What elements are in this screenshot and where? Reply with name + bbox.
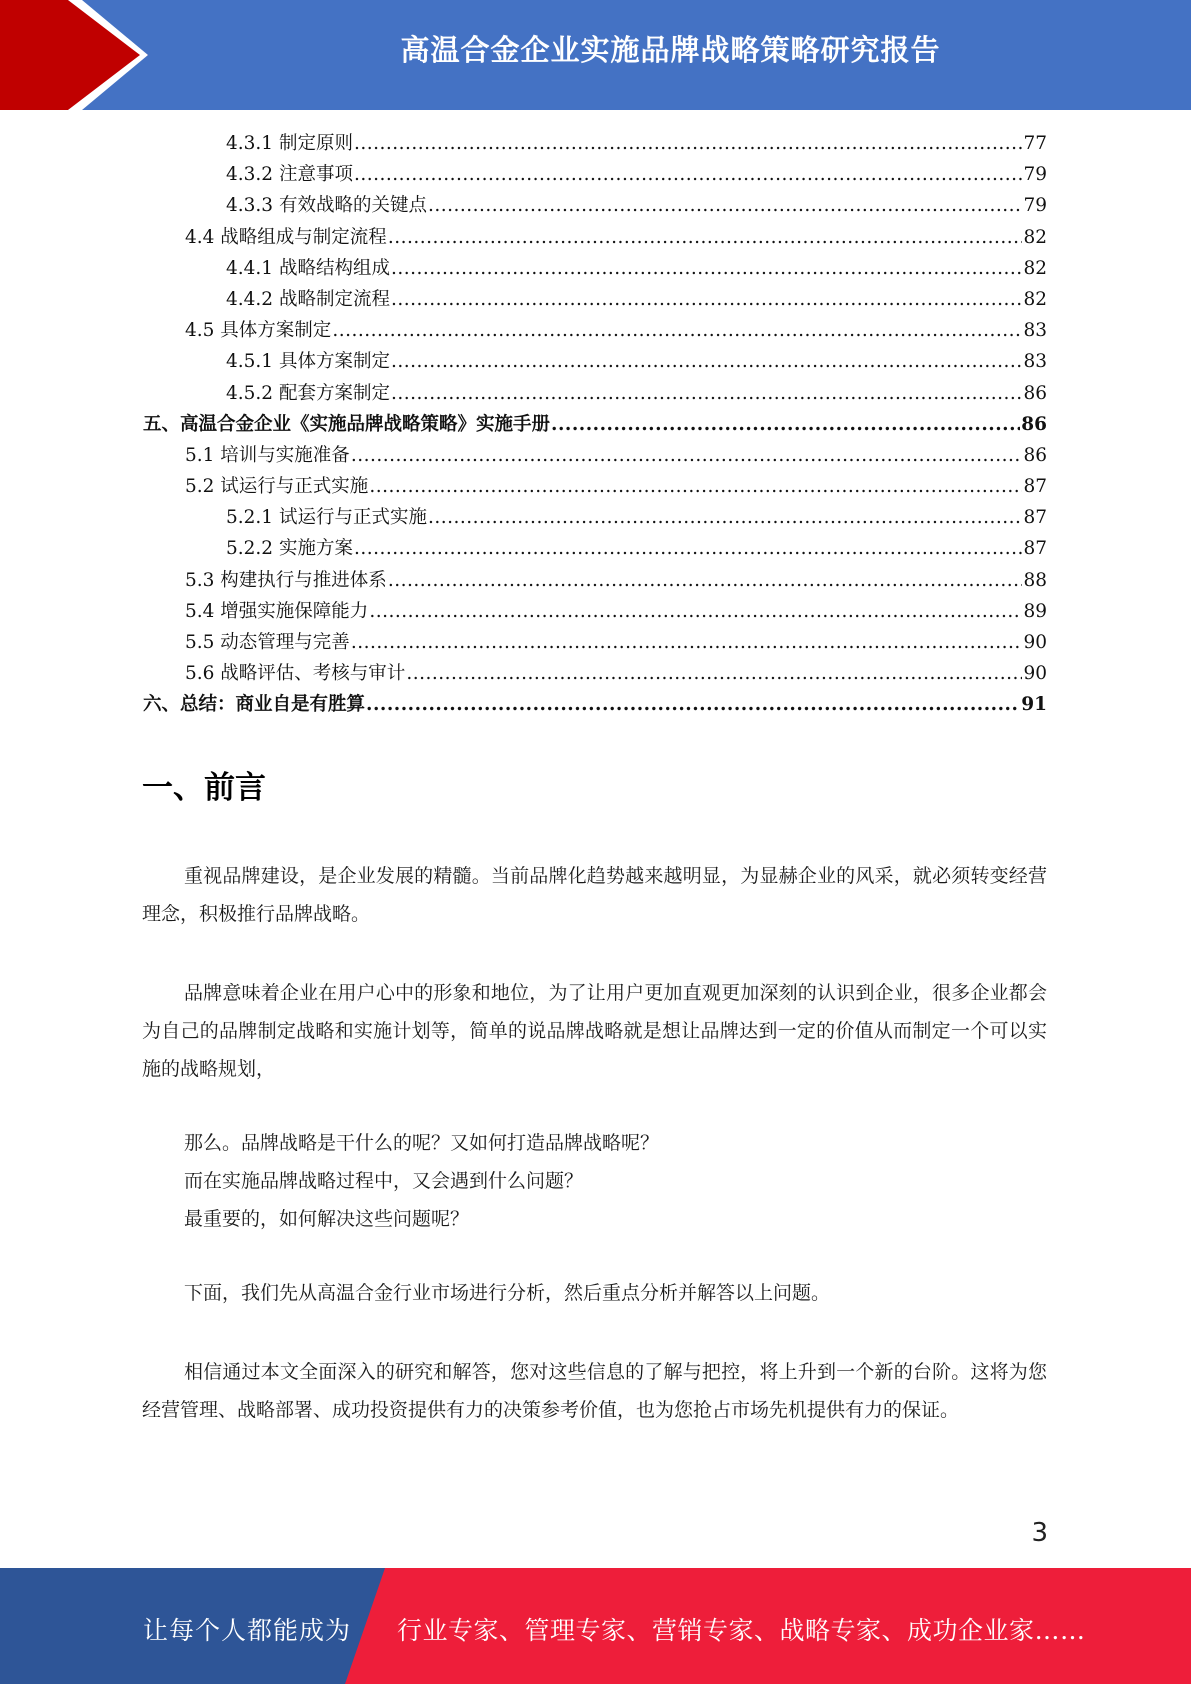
- toc-leader-dots: [354, 533, 1023, 564]
- header-chevron-decoration: [0, 0, 160, 110]
- toc-entry-label: 4.5.1 具体方案制定: [226, 351, 390, 373]
- toc-entry-label: 4.3.2 注意事项: [226, 164, 353, 186]
- toc-entry-page: 79: [1023, 164, 1047, 186]
- toc-leader-dots: [366, 689, 1020, 720]
- page-footer: [0, 1568, 1191, 1684]
- toc-entry[interactable]: [143, 159, 1047, 190]
- question-list: [142, 1124, 1047, 1238]
- toc-entry-page: 91: [1021, 694, 1047, 716]
- toc-entry[interactable]: [143, 502, 1047, 533]
- toc-leader-dots: [351, 627, 1023, 658]
- footer-slogan-left: 让每个人都能成为: [143, 1616, 352, 1645]
- toc-leader-dots: [388, 565, 1023, 596]
- toc-leader-dots: [369, 596, 1022, 627]
- toc-leader-dots: [388, 222, 1023, 253]
- toc-entry-page: 90: [1023, 663, 1047, 685]
- toc-entry-page: 77: [1023, 133, 1047, 154]
- toc-leader-dots: [354, 159, 1023, 190]
- toc-leader-dots: [391, 253, 1022, 284]
- toc-entry[interactable]: [143, 346, 1047, 377]
- toc-entry-page: 90: [1023, 632, 1047, 653]
- toc-entry-page: 82: [1023, 257, 1047, 279]
- toc-entry-page: 86: [1023, 382, 1047, 404]
- toc-entry[interactable]: [143, 128, 1047, 159]
- section-heading: 一、前言: [142, 770, 266, 806]
- toc-entry-label: 5.2 试运行与正式实施: [185, 476, 369, 498]
- toc-entry-page: 87: [1023, 476, 1047, 498]
- toc-entry-label: 五、高温合金企业《实施品牌战略策略》实施手册: [143, 413, 551, 435]
- toc-entry-label: 4.4.2 战略制定流程: [226, 288, 390, 310]
- toc-entry-page: 82: [1023, 226, 1047, 248]
- footer-slogan-right: 行业专家、管理专家、营销专家、战略专家、成功企业家……: [397, 1616, 1086, 1645]
- toc-entry-label: 5.3 构建执行与推进体系: [185, 569, 387, 591]
- toc-entry-page: 83: [1023, 320, 1047, 342]
- question-line: 那么。品牌战略是干什么的呢？又如何打造品牌战略呢？: [184, 1132, 660, 1154]
- toc-leader-dots: [354, 128, 1023, 159]
- page-header: [0, 0, 1191, 110]
- toc-entry-label: 4.4 战略组成与制定流程: [185, 226, 387, 248]
- toc-entry-page: 79: [1023, 195, 1047, 217]
- toc-entry[interactable]: [143, 253, 1047, 284]
- toc-entry[interactable]: [143, 658, 1047, 689]
- page-number: 3: [1031, 1518, 1048, 1548]
- toc-entry-label: 4.3.3 有效战略的关键点: [226, 195, 427, 217]
- toc-entry-label: 4.4.1 战略结构组成: [226, 257, 390, 279]
- toc-entry[interactable]: [143, 315, 1047, 346]
- toc-entry[interactable]: [143, 222, 1047, 253]
- toc-entry[interactable]: [143, 565, 1047, 596]
- toc-entry-page: 87: [1023, 507, 1047, 529]
- toc-entry-label: 六、总结：商业自是有胜算: [143, 694, 366, 716]
- paragraph: 重视品牌建设，是企业发展的精髓。当前品牌化趋势越来越明显，为显赫企业的风采，就必须转变经营理念，积极推行品牌战略。: [142, 865, 1047, 925]
- toc-entry-label: 5.2.1 试运行与正式实施: [226, 507, 427, 529]
- report-title: 高温合金企业实施品牌战略策略研究报告: [400, 33, 941, 67]
- toc-entry-page: 83: [1023, 351, 1047, 373]
- toc-entry-label: 5.6 战略评估、考核与审计: [185, 663, 406, 685]
- toc-entry-page: 89: [1023, 600, 1047, 622]
- toc-entry-page: 86: [1023, 444, 1047, 466]
- toc-leader-dots: [391, 284, 1022, 315]
- toc-entry[interactable]: [143, 284, 1047, 315]
- toc-entry-label: 5.2.2 实施方案: [226, 538, 353, 560]
- toc-leader-dots: [391, 346, 1022, 377]
- toc-leader-dots: [391, 378, 1022, 409]
- question-line: 最重要的，如何解决这些问题呢？: [184, 1208, 470, 1230]
- toc-entry[interactable]: [143, 440, 1047, 471]
- toc-entry-label: 5.1 培训与实施准备: [185, 444, 350, 466]
- toc-entry[interactable]: [143, 596, 1047, 627]
- paragraph: 下面，我们先从高温合金行业市场进行分析，然后重点分析并解答以上问题。: [184, 1282, 831, 1304]
- toc-entry[interactable]: [143, 409, 1047, 440]
- table-of-contents: [143, 128, 1047, 721]
- paragraph: 相信通过本文全面深入的研究和解答，您对这些信息的了解与把控，将上升到一个新的台阶。这将为您经营管理、战略部署、成功投资提供有力的决策参考价值，也为您抢占市场先机提供有力的保证。: [142, 1361, 1047, 1421]
- toc-leader-dots: [428, 190, 1022, 221]
- toc-entry-label: 4.3.1 制定原则: [226, 133, 353, 154]
- toc-leader-dots: [351, 440, 1023, 471]
- paragraph: 品牌意味着企业在用户心中的形象和地位，为了让用户更加直观更加深刻的认识到企业，很多企业都会为自己的品牌制定战略和实施计划等，简单的说品牌战略就是想让品牌达到一定的价值从而制定一个可以实施的战略规划，: [142, 982, 1047, 1080]
- toc-entry-page: 86: [1021, 413, 1047, 435]
- toc-entry-page: 88: [1023, 569, 1047, 591]
- toc-entry[interactable]: [143, 190, 1047, 221]
- toc-entry[interactable]: [143, 627, 1047, 658]
- toc-entry-page: 82: [1023, 288, 1047, 310]
- toc-leader-dots: [406, 658, 1022, 689]
- toc-entry-page: 87: [1023, 538, 1047, 560]
- toc-leader-dots: [428, 502, 1022, 533]
- toc-entry[interactable]: [143, 533, 1047, 564]
- toc-entry[interactable]: [143, 689, 1047, 720]
- toc-leader-dots: [369, 471, 1022, 502]
- toc-leader-dots: [332, 315, 1022, 346]
- toc-entry-label: 5.4 增强实施保障能力: [185, 600, 369, 622]
- toc-entry-label: 5.5 动态管理与完善: [185, 632, 350, 653]
- toc-entry-label: 4.5 具体方案制定: [185, 320, 332, 342]
- question-line: 而在实施品牌战略过程中，又会遇到什么问题？: [184, 1170, 584, 1192]
- toc-entry[interactable]: [143, 378, 1047, 409]
- toc-entry-label: 4.5.2 配套方案制定: [226, 382, 390, 404]
- toc-leader-dots: [551, 409, 1020, 440]
- toc-entry[interactable]: [143, 471, 1047, 502]
